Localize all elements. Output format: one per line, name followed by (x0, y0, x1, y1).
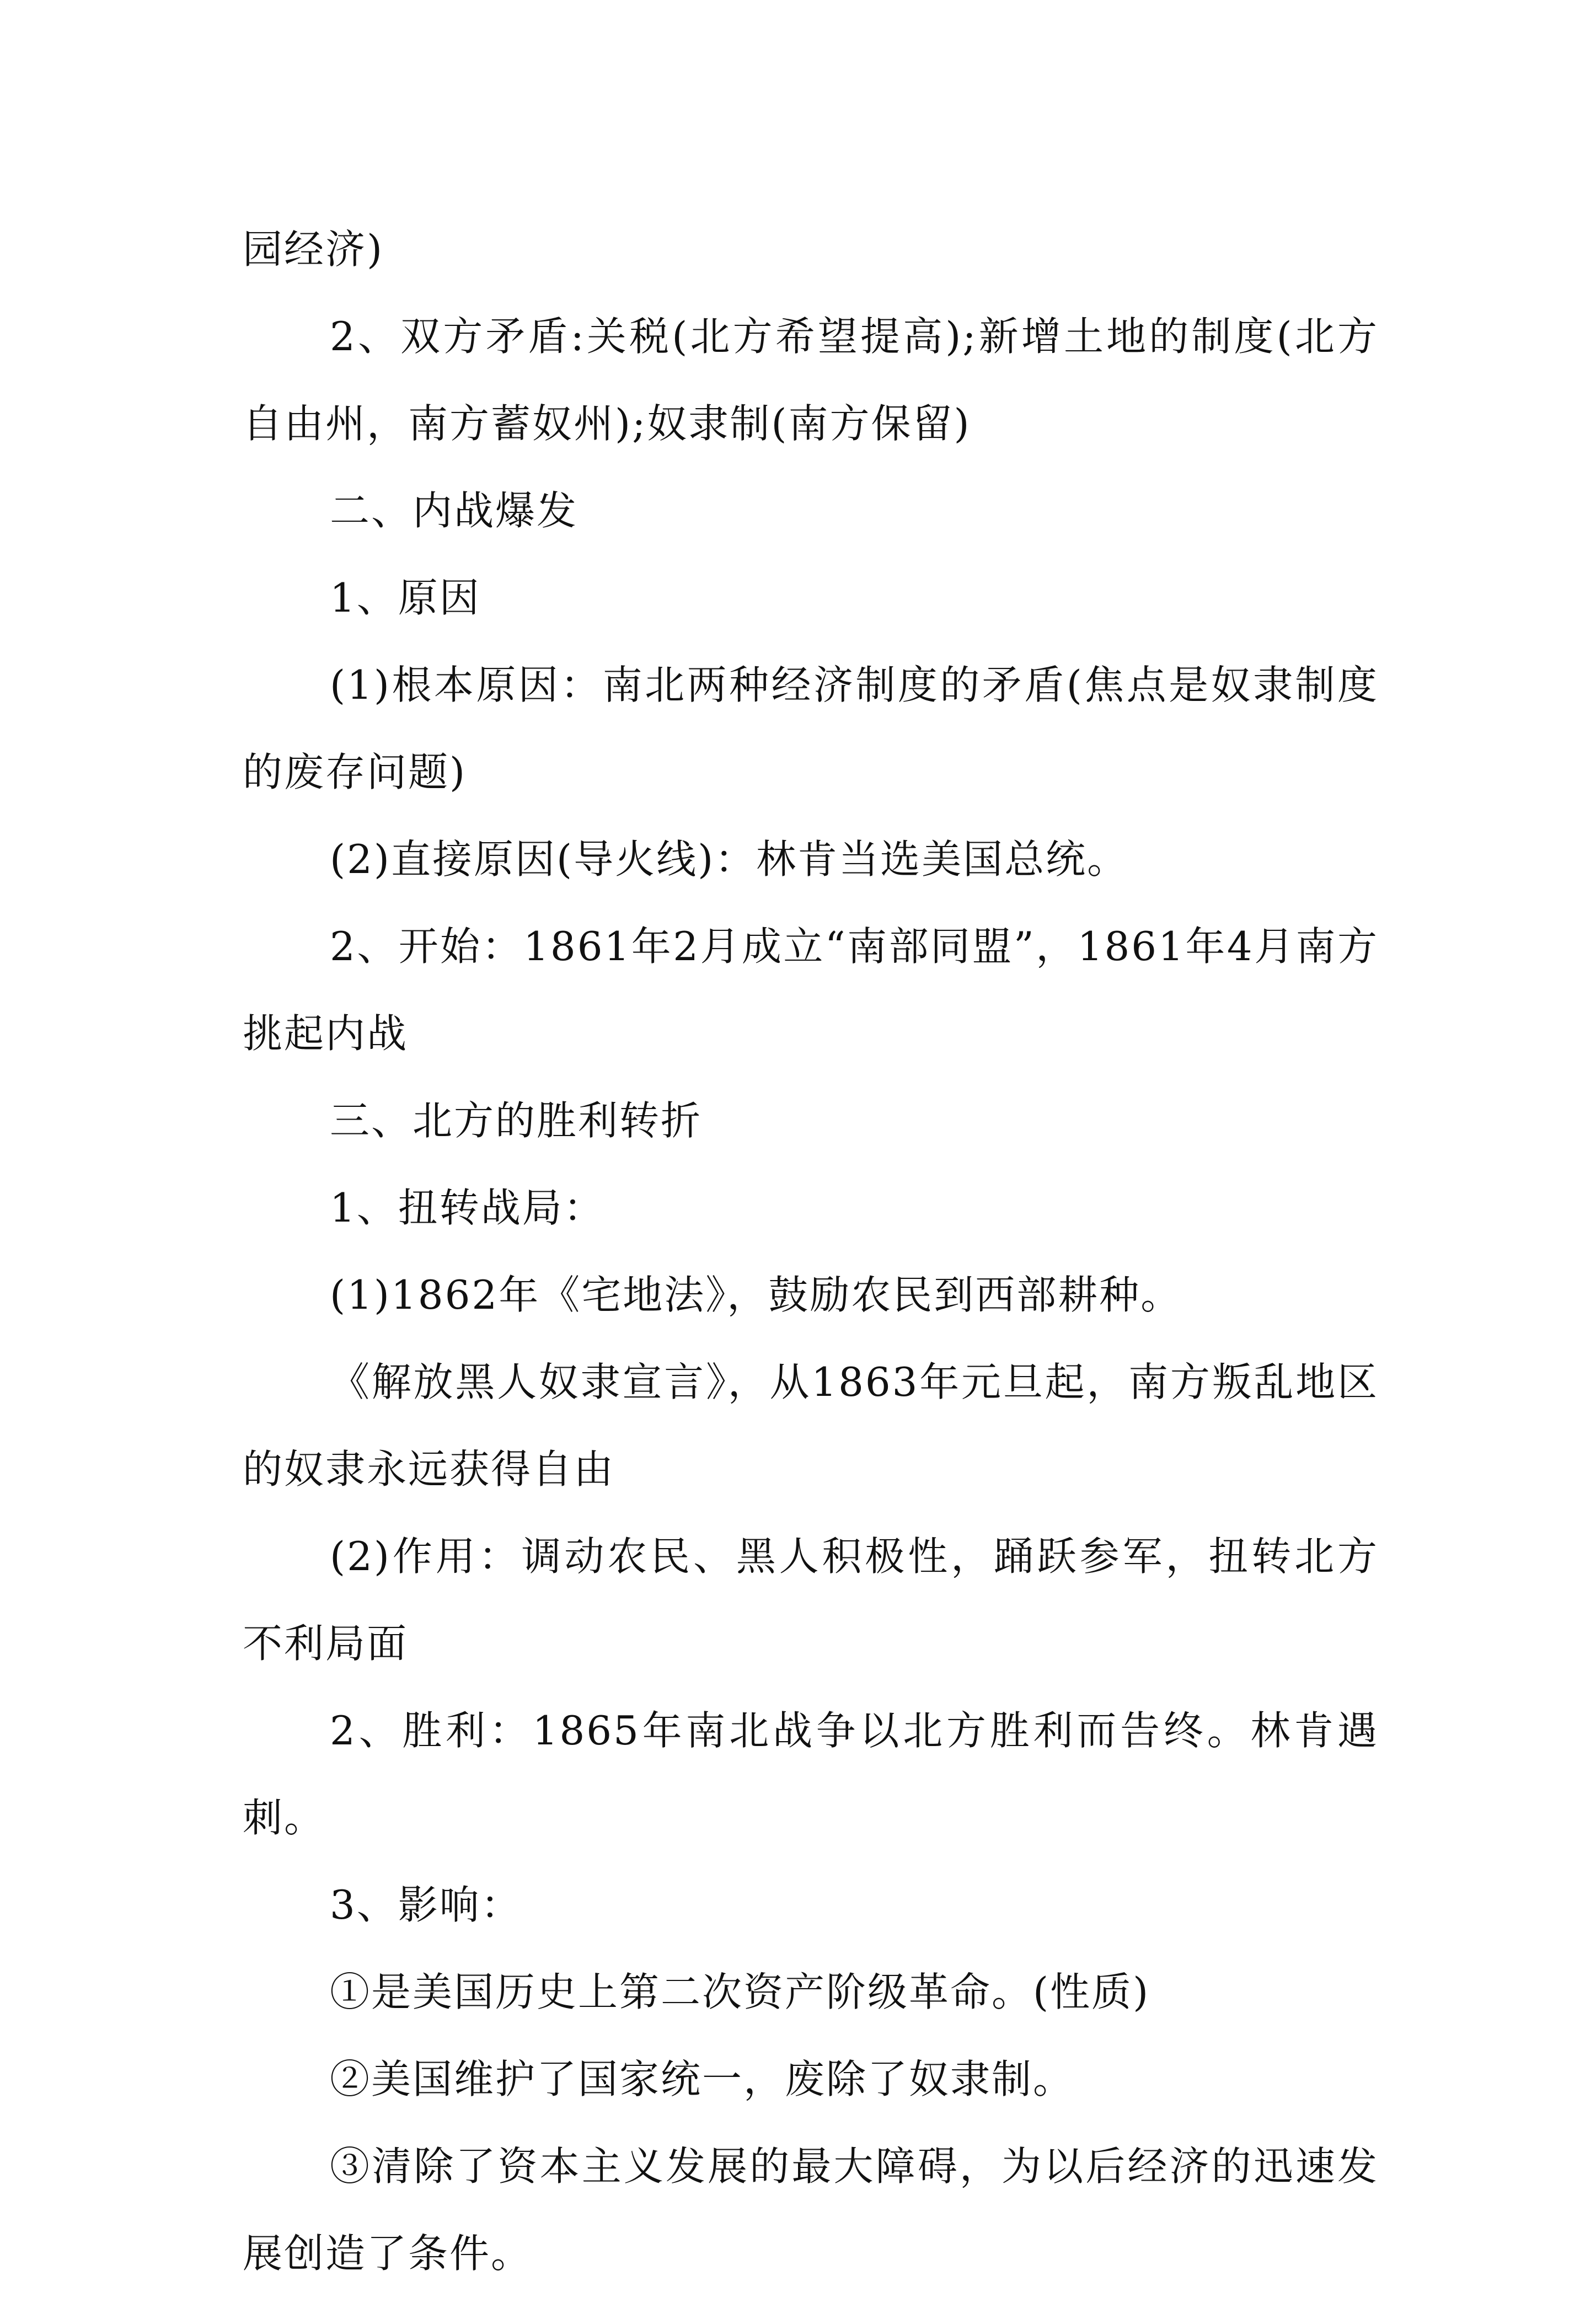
paragraph-3: 1、原因 (330, 575, 481, 621)
paragraph-13: 3、影响： (330, 1882, 522, 1928)
section-heading-2: 二、内战爆发 (330, 488, 579, 534)
paragraph-4: (1)根本原因：南北两种经济制度的矛盾(焦点是奴隶制度的废存问题) (243, 662, 1379, 795)
paragraph-5: (2)直接原因(导火线)：林肯当选美国总统。 (330, 836, 1129, 882)
paragraph-14: ①是美国历史上第二次资产阶级革命。(性质) (330, 1969, 1150, 2015)
section-heading-7: 三、北方的胜利转折 (330, 1097, 703, 1144)
paragraph-0: 园经济) (243, 226, 384, 272)
paragraph-1: 2、双方矛盾:关税(北方希望提高);新增土地的制度(北方自由州，南方蓄奴州);奴隶制(南方保留) (243, 313, 1379, 447)
paragraph-16: ③清除了资本主义发展的最大障碍，为以后经济的迅速发展创造了条件。 (243, 2143, 1379, 2277)
paragraph-12: 2、胜利：1865年南北战争以北方胜利而告终。林肯遇刺。 (243, 1707, 1379, 1841)
paragraph-11: (2)作用：调动农民、黑人积极性，踊跃参军，扭转北方不利局面 (243, 1533, 1379, 1667)
paragraph-6: 2、开始：1861年2月成立“南部同盟”，1861年4月南方挑起内战 (243, 923, 1379, 1057)
paragraph-15: ②美国维护了国家统一，废除了奴隶制。 (330, 2056, 1075, 2102)
paragraph-8: 1、扭转战局： (330, 1185, 605, 1231)
document-body (243, 206, 1379, 2297)
paragraph-10: 《解放黑人奴隶宣言》，从1863年元旦起，南方叛乱地区的奴隶永远获得自由 (243, 1359, 1379, 1492)
paragraph-9: (1)1862年《宅地法》，鼓励农民到西部耕种。 (330, 1272, 1182, 1318)
